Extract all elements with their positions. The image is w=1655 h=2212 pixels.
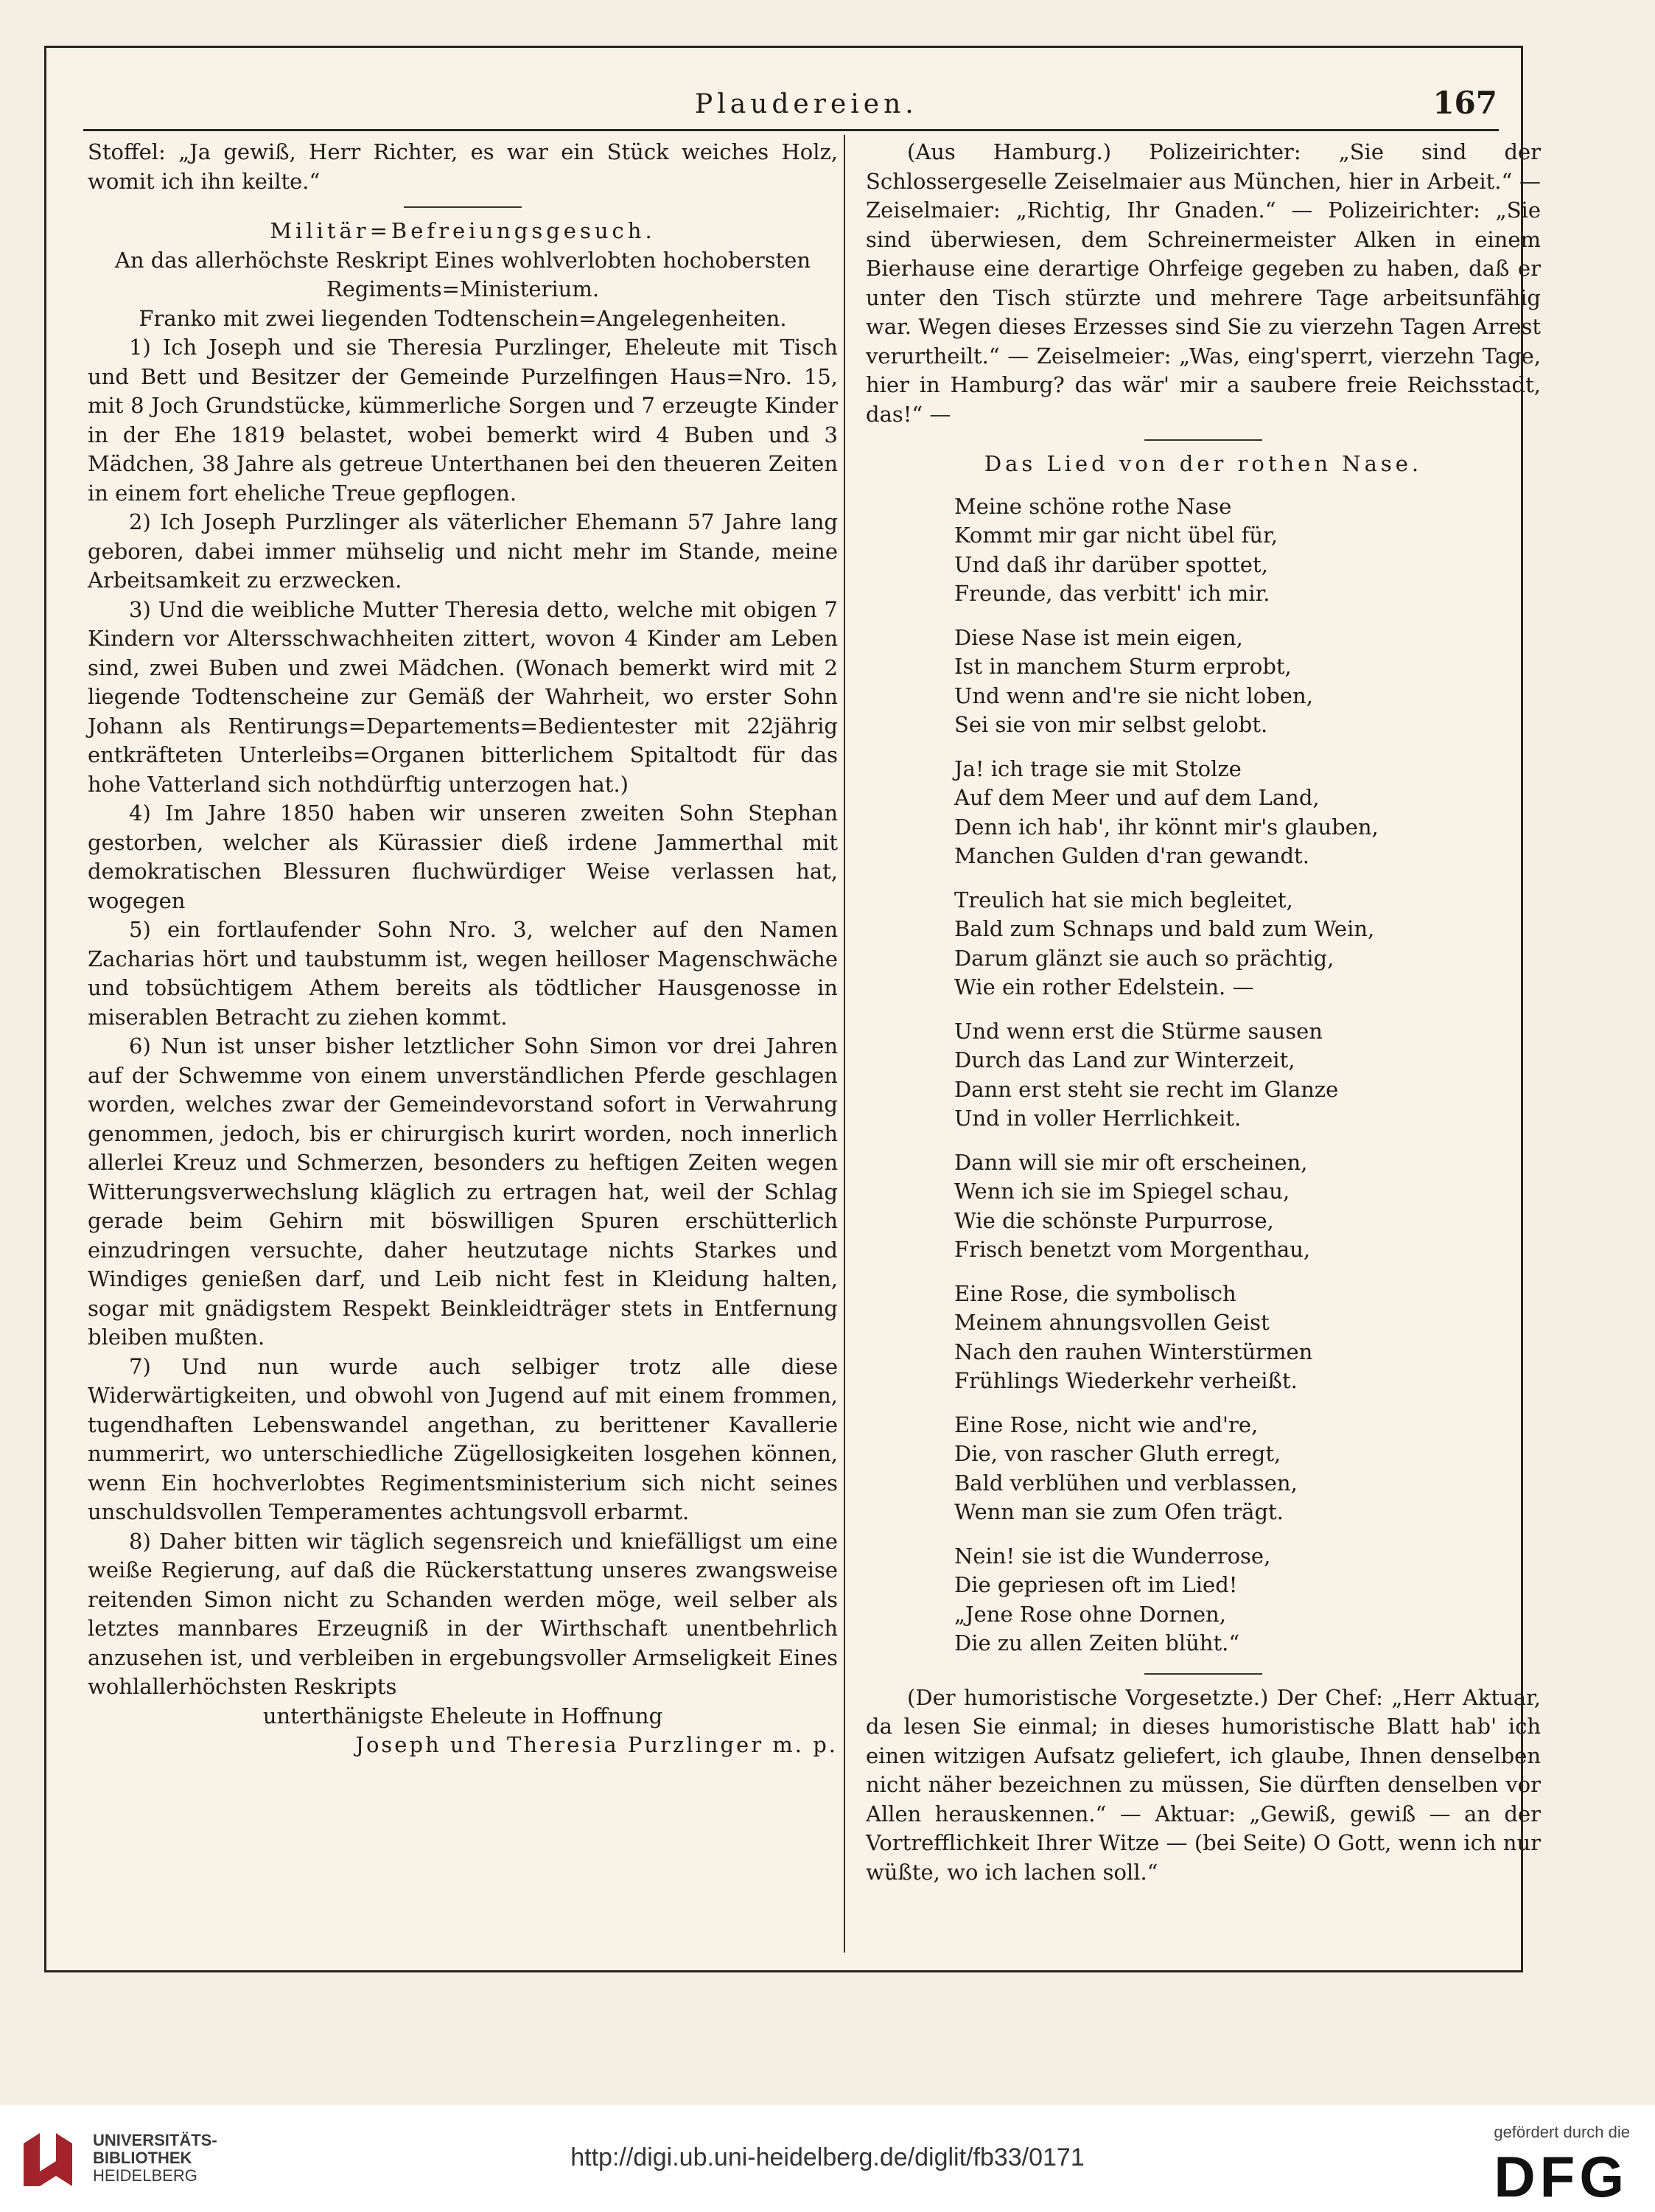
poem-stanza — [954, 886, 1541, 1002]
petition-paragraph: 8) Daher bitten wir täglich segensreich und kniefälligst um eine weiße Regierung, auf daß die Rückerstattung unseres zwangsweise reitenden Simon nicht zu Schanden werden möge, weil selber als letztes mannbares Erzeugniß in der Wirthschaft unentbehrlich anzusehen ist, und verbleiben in ergebungsvoller Armseligkeit Eines wohlallerhöchsten Reskripts — [88, 1528, 838, 1699]
poem-line: Wie die schönste Purpurrose, — [954, 1207, 1274, 1233]
permalink-url[interactable]: http://digi.ub.uni-heidelberg.de/diglit/fb33/0171 — [570, 2143, 1085, 2171]
poem-stanza — [954, 1017, 1541, 1134]
petition-signature: Joseph und Theresia Purzlinger m. p. — [355, 1732, 838, 1757]
dfg-logo: DFG — [1494, 2144, 1628, 2209]
poem-line: Denn ich hab', ihr könnt mir's glauben, — [954, 814, 1379, 840]
left-column — [88, 138, 838, 1760]
article-franko: Franko mit zwei liegenden Todtenschein=Angelegenheiten. — [139, 305, 787, 331]
poem-line: Bald zum Schnaps und bald zum Wein, — [954, 916, 1375, 941]
section-divider — [404, 206, 522, 208]
poem-line: Eine Rose, die symbolisch — [954, 1280, 1236, 1306]
article-heading: Militär=Befreiungsgesuch. — [270, 218, 656, 243]
page-number: 167 — [1432, 85, 1497, 121]
petition-paragraph: 6) Nun ist unser bisher letztlicher Sohn Simon vor drei Jahren auf der Schwemme von einem unverständlichen Pferde geschlagen worden, welches zwar der Gemeindevorstand sofort in Verwahrung genommen, jedoch, bis er chirurgisch kurirt worden, noch innerlich allerlei Kreuz und Schmerzen, besonders zu heftigen Zeiten wegen Witterungsverwechslung kläglich zu ertragen hat, weil der Schlag gerade beim Gehirn mit böswilligen Spuren erschütterlich einzudringen versuchte, daher heutzutage nichts Starkes und Windiges genießen darf, und Leib nicht fest in Kleidung halten, sogar mit gnädigstem Respekt Beinkleidträger stets in Entfernung bleiben mußten. — [88, 1033, 838, 1350]
poem-line: Meinem ahnungsvollen Geist — [954, 1310, 1270, 1335]
poem-line: Durch das Land zur Winterzeit, — [954, 1047, 1295, 1072]
poem-stanza — [954, 624, 1541, 740]
poem-line: Die, von rascher Gluth erregt, — [954, 1441, 1281, 1466]
sponsor-text: gefördert durch die — [1494, 2123, 1630, 2141]
header-rule — [83, 129, 1499, 131]
poem-line: Diese Nase ist mein eigen, — [954, 624, 1243, 650]
poem-line: Frühlings Wiederkehr verheißt. — [954, 1368, 1298, 1393]
poem-stanza — [954, 492, 1541, 609]
poem — [866, 492, 1541, 1658]
poem-line: Frisch benetzt vom Morgenthau, — [954, 1237, 1311, 1262]
poem-line: Auf dem Meer und auf dem Land, — [954, 785, 1320, 810]
poem-line: Eine Rose, nicht wie and're, — [954, 1412, 1259, 1437]
petition-paragraph: 5) ein fortlaufender Sohn Nro. 3, welcher auf den Namen Zacharias hört und taubstumm ist, wegen heilloser Magenschwäche und tobsüchtigem Athem bereits als tödtlicher Hausgenosse in miserablen Betracht zu ziehen kommt. — [88, 917, 838, 1030]
poem-line: Nein! sie ist die Wunderrose, — [954, 1543, 1271, 1569]
petition-paragraph: 3) Und die weibliche Mutter Theresia detto, welche mit obigen 7 Kindern vor Altersschwachheiten zittert, wovon 4 Kinder am Leben sind, zwei Buben und zwei Mädchen. (Wonach bemerkt wird mit 2 liegende Todtenscheine zur Gemäß der Wahrheit, wo erster Sohn Johann als Rentirungs=Departements=Bedientester mit 22jährig entkräfteten Unterleibs=Organen bitterlichem Spitaltodt für das hohe Vatterland sich nothdürftig unterzogen hat.) — [88, 596, 838, 797]
poem-line: Treulich hat sie mich begleitet, — [954, 887, 1293, 913]
poem-line: „Jene Rose ohne Dornen, — [954, 1601, 1226, 1627]
poem-line: Dann erst steht sie recht im Glanze — [954, 1076, 1339, 1102]
poem-line: Wenn ich sie im Spiegel schau, — [954, 1179, 1290, 1204]
poem-stanza — [954, 1280, 1541, 1396]
poem-line: Nach den rauhen Winterstürmen — [954, 1339, 1313, 1364]
poem-line: Und daß ihr darüber spottet, — [954, 551, 1268, 577]
poem-line: Manchen Gulden d'ran gewandt. — [954, 843, 1309, 868]
article-addressee: An das allerhöchste Reskript Eines wohlverlobten hochobersten Regiments=Ministerium. — [114, 247, 811, 301]
library-name: UNIVERSITÄTS- BIBLIOTHEK HEIDELBERG — [93, 2131, 217, 2185]
column-divider — [844, 135, 845, 1953]
petition-paragraph: 2) Ich Joseph Purzlinger als väterlicher Ehemann 57 Jahre lang geboren, dabei immer mühselig und nicht mehr im Stande, meine Arbeitsamkeit zu erzwecken. — [88, 509, 838, 593]
poem-stanza — [954, 1148, 1541, 1265]
vorgesetzte-anecdote: (Der humoristische Vorgesetzte.) Der Chef: „Herr Aktuar, da lesen Sie einmal; in dieses humoristische Blatt hab' ich einen witzigen Aufsatz geliefert, ich glaube, Ihnen denselben nicht näher bezeichnen zu müssen, Sie dürften denselben vor Allen herauskennen.“ — Aktuar: „Gewiß, gewiß — an der Vortrefflichkeit Ihrer Witze — (bei Seite) O Gott, wenn ich nur wüßte, wo ich lachen soll.“ — [866, 1684, 1541, 1885]
poem-title: Das Lied von der rothen Nase. — [984, 451, 1423, 476]
hamburg-anecdote: (Aus Hamburg.) Polizeirichter: „Sie sind der Schlossergeselle Zeiselmaier aus München, hier in Arbeit.“ — Zeiselmaier: „Richtig, Ihr Gnaden.“ — Polizeirichter: „Sie sind überwiesen, dem Schreinermeister Alken in einem Bierhause eine derartige Ohrfeige gegeben zu haben, daß er unter den Tisch stürzte und mehrere Tage arbeitsunfähig war. Wegen dieses Erzesses sind Sie zu vierzehn Tagen Arrest verurtheilt.“ — Zeiselmeier: „Was, eing'sperrt, vierzehn Tage, hier in Hamburg? das wär' mir a saubere freie Reichsstadt, das!“ — — [866, 139, 1541, 427]
poem-line: Ja! ich trage sie mit Stolze — [954, 756, 1242, 781]
petition-paragraph: 7) Und nun wurde auch selbiger trotz alle diese Widerwärtigkeiten, und obwohl von Jugend auf mit einem frommen, tugendhaften Lebenswandel angethan, zu berittener Kavallerie nummerirt, wo unterschiedliche Zügellosigkeiten losgehen können, wenn Ein hochverlobtes Regimentsministerium sich nicht seines unschuldsvollen Temperamentes achtungsvoll erbarmt. — [88, 1353, 838, 1524]
poem-line: Ist in manchem Sturm erprobt, — [954, 654, 1292, 679]
petition-paragraph: 1) Ich Joseph und sie Theresia Purzlinger, Eheleute mit Tisch und Bett und Besitzer der Gemeinde Purzelfingen Haus=Nro. 15, mit 8 Joch Grundstücke, kümmerliche Sorgen und 7 erzeugte Kinder in der Ehe 1819 belastet, wobei bemerkt wird 4 Buben und 3 Mädchen, 38 Jahre als getreue Unterthanen bei den theueren Zeiten in einem fort eheliche Treue gepflogen. — [88, 335, 838, 506]
poem-line: Freunde, das verbitt' ich mir. — [954, 581, 1270, 606]
section-divider — [1144, 439, 1262, 441]
page-title: Plaudereien. — [695, 89, 918, 119]
poem-line: Die zu allen Zeiten blüht.“ — [954, 1630, 1240, 1655]
poem-line: Bald verblühen und verblassen, — [954, 1470, 1298, 1496]
poem-line: Und in voller Herrlichkeit. — [954, 1106, 1242, 1131]
right-column — [866, 138, 1541, 1887]
section-divider — [1144, 1673, 1262, 1675]
viewer-footer — [0, 2105, 1655, 2212]
petition-paragraph: 4) Im Jahre 1850 haben wir unseren zweiten Sohn Stephan gestorben, welcher als Kürassier dieß irdene Jammerthal mit demokratischen Blessuren fluchwürdiger Weise verlassen hat, wogegen — [88, 800, 838, 913]
poem-stanza — [954, 755, 1541, 871]
stoffel-quote: Stoffel: „Ja gewiß, Herr Richter, es war ein Stück weiches Holz, womit ich ihn keilte.“ — [88, 139, 838, 194]
poem-line: Wie ein rother Edelstein. — — [954, 974, 1254, 999]
poem-line: Und wenn erst die Stürme sausen — [954, 1018, 1323, 1044]
petition-closing: unterthänigste Eheleute in Hoffnung — [262, 1703, 663, 1728]
poem-line: Und wenn and're sie nicht loben, — [954, 683, 1313, 708]
journal-page — [44, 46, 1541, 1972]
poem-stanza — [954, 1411, 1541, 1527]
poem-line: Die gepriesen oft im Lied! — [954, 1572, 1238, 1597]
poem-line: Sei sie von mir selbst gelobt. — [954, 712, 1268, 737]
poem-line: Dann will sie mir oft erscheinen, — [954, 1149, 1308, 1175]
poem-line: Kommt mir gar nicht übel für, — [954, 523, 1278, 548]
poem-stanza — [954, 1542, 1541, 1658]
poem-line: Darum glänzt sie auch so prächtig, — [954, 945, 1334, 971]
poem-line: Wenn man sie zum Ofen trägt. — [954, 1499, 1284, 1524]
poem-line: Meine schöne rothe Nase — [954, 493, 1232, 519]
